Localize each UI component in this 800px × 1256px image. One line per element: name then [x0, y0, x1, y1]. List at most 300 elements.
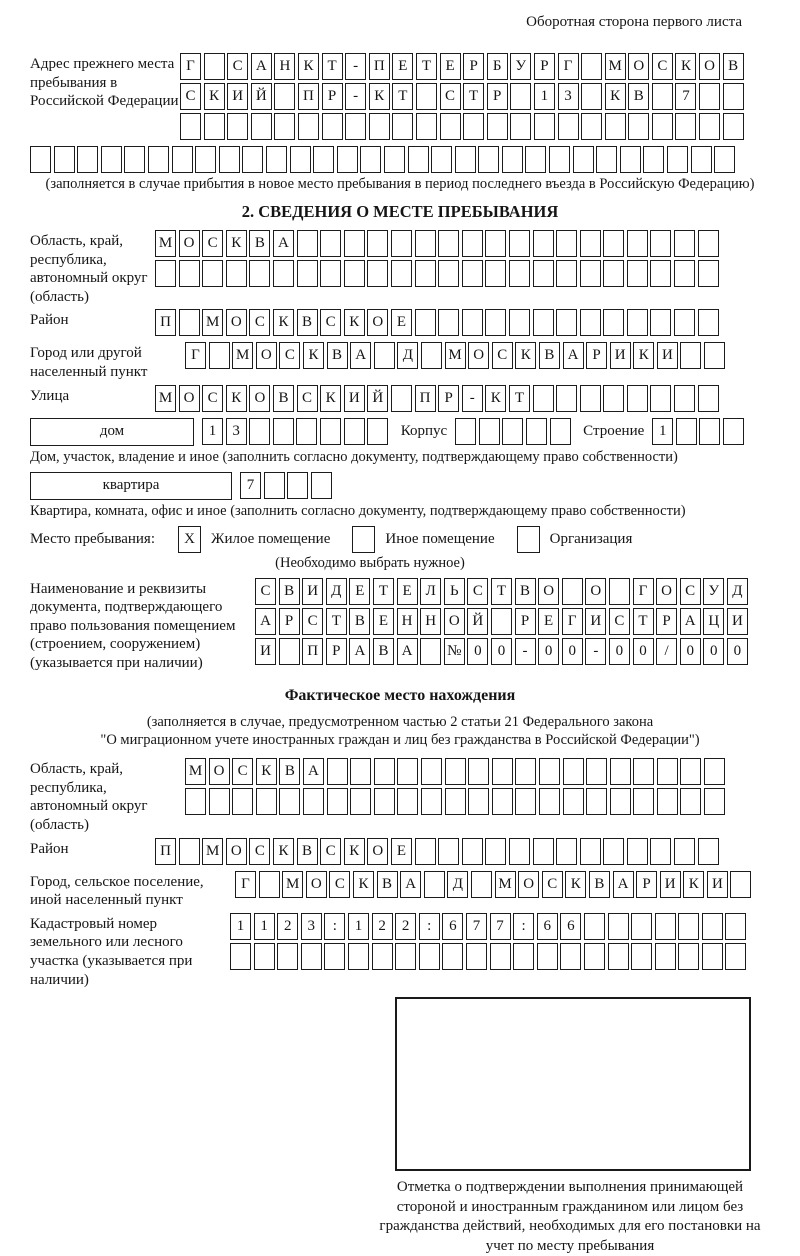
char-cell: 6: [537, 913, 558, 940]
char-cell: С: [227, 53, 248, 80]
char-cell: Е: [391, 838, 412, 865]
char-cell: М: [155, 230, 176, 257]
char-cell: [344, 230, 365, 257]
char-cell: [397, 758, 418, 785]
char-cell: [714, 146, 735, 173]
char-cell: [264, 472, 285, 499]
char-cell: 2: [277, 913, 298, 940]
fact-raion-label: Район: [30, 840, 69, 857]
char-cell: [350, 788, 371, 815]
char-cell: [725, 943, 746, 970]
char-cell: [723, 418, 744, 445]
char-cell: А: [680, 608, 701, 635]
char-cell: [603, 230, 624, 257]
char-cell: [254, 943, 275, 970]
char-cell: О: [444, 608, 465, 635]
char-cell: [424, 871, 445, 898]
char-cell: [219, 146, 240, 173]
char-cell: Й: [251, 83, 272, 110]
char-cell: [580, 230, 601, 257]
char-cell: [172, 146, 193, 173]
char-cell: Л: [420, 578, 441, 605]
char-cell: [556, 309, 577, 336]
char-cell: [202, 260, 223, 287]
fact-gorod-label: Город, сельское поселение, иной населенный пункт: [30, 873, 204, 909]
kadastr-group: [30, 913, 770, 989]
char-cell: А: [255, 608, 276, 635]
char-cell: Н: [274, 53, 295, 80]
oblast-group: [30, 230, 770, 306]
char-cell: [384, 146, 405, 173]
char-cell: [680, 758, 701, 785]
char-cell: [533, 260, 554, 287]
char-cell: [702, 913, 723, 940]
char-cell: М: [202, 838, 223, 865]
char-cell: М: [232, 342, 253, 369]
char-cell: Р: [322, 83, 343, 110]
char-cell: [608, 943, 629, 970]
char-cell: [242, 146, 263, 173]
char-cell: [676, 418, 697, 445]
char-cell: [723, 83, 744, 110]
char-cell: [537, 943, 558, 970]
char-cell: В: [279, 758, 300, 785]
char-cell: [226, 260, 247, 287]
char-cell: Г: [558, 53, 579, 80]
char-cell: О: [306, 871, 327, 898]
char-cell: С: [467, 578, 488, 605]
char-cell: В: [249, 230, 270, 257]
char-cell: [463, 113, 484, 140]
char-cell: [462, 309, 483, 336]
char-cell: [652, 113, 673, 140]
char-cell: О: [179, 385, 200, 412]
char-cell: [360, 146, 381, 173]
char-cell: [650, 260, 671, 287]
char-cell: [698, 385, 719, 412]
fact-notes: [30, 713, 770, 751]
char-cell: Й: [467, 608, 488, 635]
char-cell: Г: [633, 578, 654, 605]
char-cell: О: [256, 342, 277, 369]
char-cell: [485, 838, 506, 865]
char-cell: О: [249, 385, 270, 412]
char-cell: 0: [562, 638, 583, 665]
char-cell: [392, 113, 413, 140]
char-cell: [699, 113, 720, 140]
char-cell: [702, 943, 723, 970]
char-cell: [680, 342, 701, 369]
char-cell: [395, 943, 416, 970]
char-cell: [322, 113, 343, 140]
ulitsa-label: Улица: [30, 387, 70, 404]
char-cell: -: [345, 53, 366, 80]
char-cell: [631, 913, 652, 940]
char-cell: [230, 943, 251, 970]
char-cell: П: [298, 83, 319, 110]
char-cell: [179, 309, 200, 336]
char-cell: [374, 788, 395, 815]
char-cell: [699, 83, 720, 110]
char-cell: К: [204, 83, 225, 110]
char-cell: К: [256, 758, 277, 785]
char-cell: [627, 309, 648, 336]
stroenie-label: Строение: [583, 423, 645, 440]
char-cell: [562, 578, 583, 605]
char-cell: Р: [636, 871, 657, 898]
char-cell: [627, 385, 648, 412]
char-cell: [438, 309, 459, 336]
korpus-row: [455, 418, 573, 445]
char-cell: [374, 758, 395, 785]
raion-group: [30, 309, 770, 339]
char-cell: [650, 309, 671, 336]
char-cell: [515, 758, 536, 785]
char-cell: [674, 260, 695, 287]
char-cell: [704, 342, 725, 369]
char-cell: К: [515, 342, 536, 369]
char-cell: [534, 113, 555, 140]
gorod-row: [185, 342, 770, 369]
char-cell: А: [563, 342, 584, 369]
char-cell: К: [683, 871, 704, 898]
char-cell: И: [660, 871, 681, 898]
char-cell: 0: [609, 638, 630, 665]
char-cell: [350, 758, 371, 785]
char-cell: [698, 309, 719, 336]
char-cell: А: [400, 871, 421, 898]
gorod-label: Город или другой населенный пункт: [30, 345, 148, 380]
char-cell: В: [539, 342, 560, 369]
char-cell: С: [302, 608, 323, 635]
char-cell: [179, 838, 200, 865]
char-cell: Р: [534, 53, 555, 80]
dom-note: Дом, участок, владение и иное (заполнить согласно документу, подтверждающему право собственности): [30, 448, 678, 465]
char-cell: [533, 385, 554, 412]
char-cell: [485, 260, 506, 287]
char-cell: [725, 913, 746, 940]
char-cell: [416, 83, 437, 110]
char-cell: [627, 838, 648, 865]
char-cell: [348, 943, 369, 970]
char-cell: М: [495, 871, 516, 898]
prev-address-overflow-row: [30, 146, 770, 173]
char-cell: Д: [326, 578, 347, 605]
char-cell: О: [468, 342, 489, 369]
char-cell: [680, 788, 701, 815]
char-cell: [249, 418, 270, 445]
char-cell: [204, 53, 225, 80]
char-cell: И: [344, 385, 365, 412]
char-cell: Д: [397, 342, 418, 369]
char-cell: П: [155, 838, 176, 865]
prev-address-rows: [180, 53, 770, 143]
char-cell: [485, 230, 506, 257]
char-cell: [462, 230, 483, 257]
fact-oblast-label: Область, край, республика, автономный округ (область): [30, 761, 148, 833]
char-cell: [510, 113, 531, 140]
char-cell: 6: [560, 913, 581, 940]
kadastr-rows: [230, 913, 770, 973]
char-cell: [416, 113, 437, 140]
char-cell: С: [542, 871, 563, 898]
char-cell: [556, 385, 577, 412]
char-cell: [320, 418, 341, 445]
char-cell: К: [353, 871, 374, 898]
oblast-rows: [155, 230, 770, 290]
char-cell: [155, 260, 176, 287]
char-cell: С: [202, 385, 223, 412]
char-cell: [179, 260, 200, 287]
char-cell: Г: [180, 53, 201, 80]
char-cell: [550, 418, 571, 445]
char-cell: [525, 146, 546, 173]
char-cell: [455, 146, 476, 173]
char-cell: [580, 838, 601, 865]
char-cell: Т: [633, 608, 654, 635]
char-cell: [195, 146, 216, 173]
dom-number-row: [202, 418, 391, 445]
char-cell: [584, 913, 605, 940]
fact-note-line2: "О миграционном учете иностранных граждан и лиц без гражданства в Российской Федерации"): [100, 732, 700, 749]
fact-raion-row: [155, 838, 770, 865]
char-cell: [674, 838, 695, 865]
char-cell: [468, 758, 489, 785]
char-cell: [442, 943, 463, 970]
char-cell: [509, 309, 530, 336]
doc-label: Наименование и реквизиты документа, подтверждающего право пользования помещением (строением, сооружением) (указывается при наличии): [30, 580, 236, 671]
char-cell: Ь: [444, 578, 465, 605]
char-cell: 7: [240, 472, 261, 499]
char-cell: Р: [487, 83, 508, 110]
char-cell: В: [515, 578, 536, 605]
char-cell: [633, 788, 654, 815]
fact-gorod-row: [235, 871, 770, 898]
raion-label: Район: [30, 312, 69, 329]
char-cell: Р: [586, 342, 607, 369]
char-cell: [699, 418, 720, 445]
char-cell: Е: [392, 53, 413, 80]
char-cell: :: [324, 913, 345, 940]
char-cell: 0: [538, 638, 559, 665]
char-cell: [586, 758, 607, 785]
char-cell: [704, 758, 725, 785]
char-cell: 0: [680, 638, 701, 665]
char-cell: [415, 309, 436, 336]
char-cell: С: [249, 309, 270, 336]
char-cell: [227, 113, 248, 140]
char-cell: Р: [279, 608, 300, 635]
doc-group: [30, 578, 770, 673]
kvartira-note: Квартира, комната, офис и иное (заполнить согласно документу, подтверждающему право собственности): [30, 502, 686, 519]
char-cell: [77, 146, 98, 173]
char-cell: [479, 418, 500, 445]
char-cell: С: [492, 342, 513, 369]
char-cell: [581, 53, 602, 80]
char-cell: П: [369, 53, 390, 80]
char-cell: Д: [447, 871, 468, 898]
char-cell: О: [209, 758, 230, 785]
char-cell: [367, 230, 388, 257]
char-cell: [603, 309, 624, 336]
char-cell: [468, 788, 489, 815]
char-cell: -: [345, 83, 366, 110]
char-cell: 0: [727, 638, 748, 665]
char-cell: [374, 342, 395, 369]
kvartira-number-row: [240, 472, 334, 499]
char-cell: [490, 943, 511, 970]
organizatsiya-label: Организация: [549, 530, 633, 547]
char-cell: Т: [416, 53, 437, 80]
kadastr-label: Кадастровый номер земельного или лесного участка (указывается при наличии): [30, 915, 193, 988]
char-cell: [580, 385, 601, 412]
char-cell: С: [320, 838, 341, 865]
char-cell: [440, 113, 461, 140]
char-cell: П: [415, 385, 436, 412]
char-cell: [487, 113, 508, 140]
oblast-row-1: [155, 230, 770, 257]
char-cell: С: [279, 342, 300, 369]
char-cell: [633, 758, 654, 785]
char-cell: М: [605, 53, 626, 80]
char-cell: [608, 913, 629, 940]
char-cell: [610, 788, 631, 815]
char-cell: -: [462, 385, 483, 412]
inoe-checkbox: [352, 526, 375, 553]
char-cell: В: [279, 578, 300, 605]
kvartira-label-box: квартира: [30, 472, 232, 500]
char-cell: [691, 146, 712, 173]
char-cell: О: [226, 838, 247, 865]
fact-title: Фактическое место нахождения: [284, 686, 516, 704]
char-cell: [657, 758, 678, 785]
char-cell: [657, 788, 678, 815]
char-cell: [643, 146, 664, 173]
char-cell: К: [565, 871, 586, 898]
char-cell: /: [656, 638, 677, 665]
oblast-row-2: [155, 260, 770, 287]
char-cell: 1: [230, 913, 251, 940]
char-cell: 0: [633, 638, 654, 665]
char-cell: [610, 758, 631, 785]
char-cell: [678, 943, 699, 970]
char-cell: [320, 230, 341, 257]
char-cell: Г: [562, 608, 583, 635]
char-cell: М: [185, 758, 206, 785]
char-cell: О: [656, 578, 677, 605]
fact-gorod-group: [30, 871, 770, 910]
char-cell: [415, 838, 436, 865]
char-cell: [420, 638, 441, 665]
char-cell: Р: [656, 608, 677, 635]
char-cell: [584, 943, 605, 970]
char-cell: [509, 230, 530, 257]
char-cell: [509, 838, 530, 865]
char-cell: К: [485, 385, 506, 412]
char-cell: С: [232, 758, 253, 785]
char-cell: [563, 788, 584, 815]
char-cell: [492, 788, 513, 815]
char-cell: [502, 418, 523, 445]
kadastr-row-1: [230, 913, 770, 940]
char-cell: [563, 758, 584, 785]
char-cell: В: [297, 309, 318, 336]
char-cell: И: [657, 342, 678, 369]
char-cell: [675, 113, 696, 140]
doc-row-3: [255, 638, 770, 665]
char-cell: И: [227, 83, 248, 110]
fact-note-line1: (заполняется в случае, предусмотренном частью 2 статьи 21 Федерального закона: [146, 713, 654, 730]
char-cell: Е: [391, 309, 412, 336]
char-cell: [421, 758, 442, 785]
oblast-label: Область, край, республика, автономный округ (область): [30, 233, 148, 305]
char-cell: [344, 260, 365, 287]
char-cell: С: [255, 578, 276, 605]
char-cell: [297, 230, 318, 257]
char-cell: 7: [466, 913, 487, 940]
char-cell: [609, 578, 630, 605]
char-cell: [185, 788, 206, 815]
char-cell: №: [444, 638, 465, 665]
char-cell: С: [680, 578, 701, 605]
char-cell: О: [538, 578, 559, 605]
char-cell: [603, 838, 624, 865]
char-cell: [279, 788, 300, 815]
char-cell: В: [628, 83, 649, 110]
char-cell: [301, 943, 322, 970]
ulitsa-group: [30, 385, 770, 415]
char-cell: 6: [442, 913, 463, 940]
char-cell: [533, 309, 554, 336]
char-cell: Й: [367, 385, 388, 412]
char-cell: [148, 146, 169, 173]
section2-title: 2. СВЕДЕНИЯ О МЕСТЕ ПРЕБЫВАНИЯ: [241, 202, 559, 221]
char-cell: [438, 230, 459, 257]
char-cell: [296, 418, 317, 445]
char-cell: Т: [326, 608, 347, 635]
char-cell: [596, 146, 617, 173]
char-cell: [431, 146, 452, 173]
char-cell: Т: [491, 578, 512, 605]
fact-oblast-row-2: [185, 788, 770, 815]
char-cell: [674, 309, 695, 336]
char-cell: 1: [348, 913, 369, 940]
char-cell: [290, 146, 311, 173]
fact-raion-group: [30, 838, 770, 868]
char-cell: [580, 309, 601, 336]
mesto-prebyvaniya-row: [30, 526, 770, 553]
char-cell: Т: [509, 385, 530, 412]
char-cell: [266, 146, 287, 173]
char-cell: С: [180, 83, 201, 110]
char-cell: К: [320, 385, 341, 412]
page-side-note: Оборотная сторона первого листа: [526, 14, 742, 30]
char-cell: [372, 943, 393, 970]
char-cell: [650, 838, 671, 865]
char-cell: [674, 385, 695, 412]
char-cell: 0: [703, 638, 724, 665]
char-cell: К: [273, 309, 294, 336]
char-cell: [730, 871, 751, 898]
char-cell: [251, 113, 272, 140]
char-cell: [232, 788, 253, 815]
char-cell: [631, 943, 652, 970]
char-cell: 1: [652, 418, 673, 445]
char-cell: [256, 788, 277, 815]
char-cell: С: [652, 53, 673, 80]
char-cell: С: [440, 83, 461, 110]
char-cell: И: [302, 578, 323, 605]
